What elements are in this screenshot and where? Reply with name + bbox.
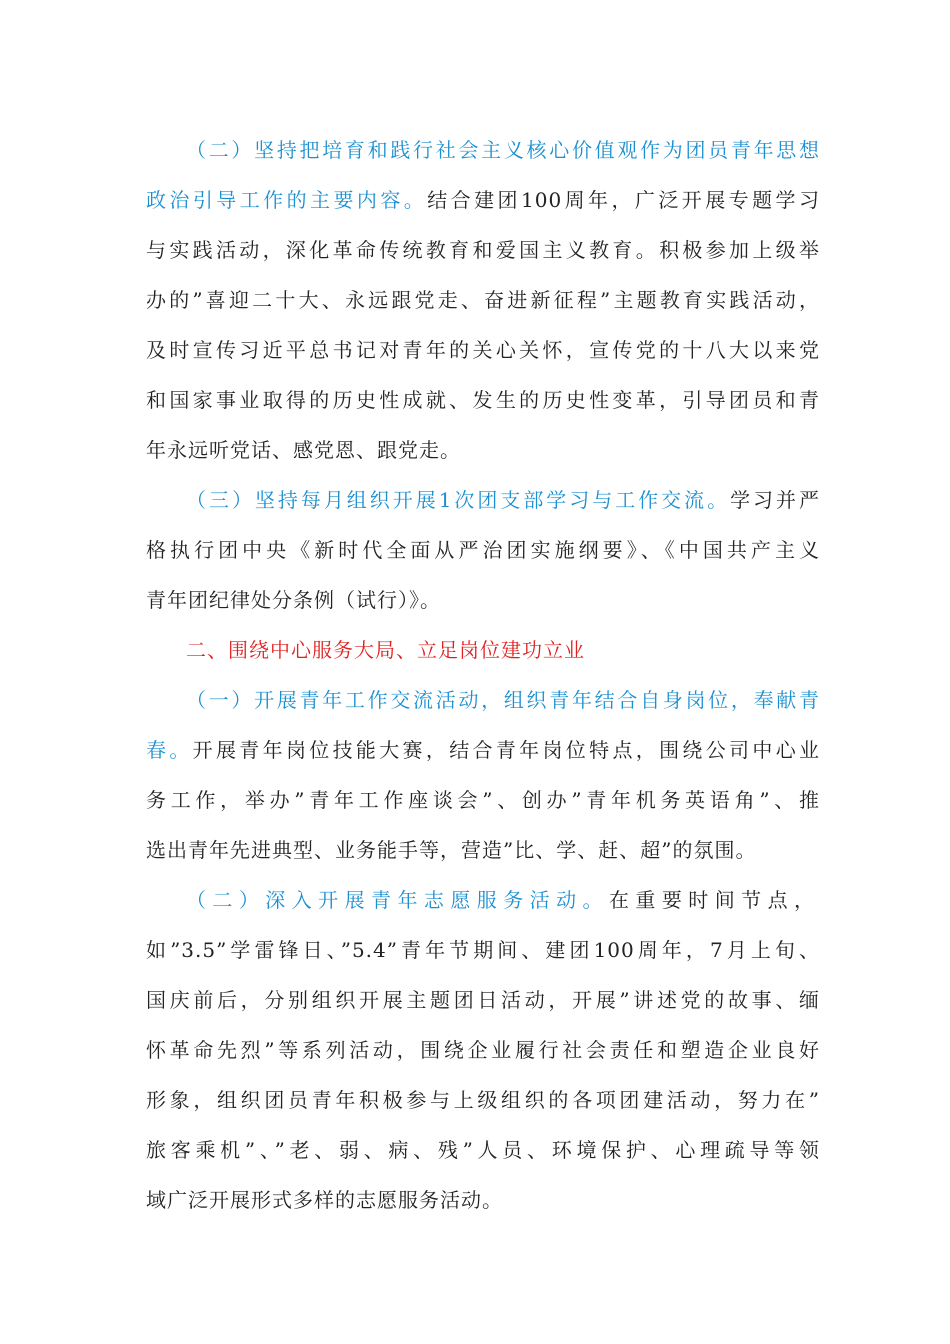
paragraph-1-line-6 [146,385,820,415]
paragraph-4-line-2 [146,735,820,765]
paragraph-1-line-5 [146,335,820,365]
body-text: 年永远听党话、感党恩、跟党走。 [146,438,461,462]
body-text: 结合建团100周年，广泛开展专题学习 [427,188,820,212]
body-text: 及时宣传习近平总书记对青年的关心关怀，宣传党的十八大以来党 [146,338,820,362]
section-heading [186,635,820,665]
paragraph-4-line-4 [146,835,820,865]
paragraph-5-line-4 [146,1035,820,1065]
paragraph-5-line-6 [146,1135,820,1165]
paragraph-1-line-2 [146,185,820,215]
body-text: 务工作，举办”青年工作座谈会”、创办”青年机务英语角”、推 [146,788,820,812]
body-text: 格执行团中央《新时代全面从严治团实施纲要》、《中国共产主义 [146,538,820,562]
paragraph-5-line-1 [186,885,820,915]
paragraph-1-line-7 [146,435,820,465]
paragraph-5-line-7 [146,1185,820,1215]
paragraph-4-line-1 [186,685,820,715]
section-heading-text: 二、围绕中心服务大局、立足岗位建功立业 [186,638,585,662]
body-text: 青年团纪律处分条例（试行）》。 [146,588,441,612]
body-text: 形象，组织团员青年积极参与上级组织的各项团建活动，努力在” [146,1088,820,1112]
paragraph-1-line-4 [146,285,820,315]
body-text: 域广泛开展形式多样的志愿服务活动。 [146,1188,503,1212]
lead-in-text: （二）深入开展青年志愿服务活动。 [186,888,609,912]
body-text: 旅客乘机”、”老、弱、病、残”人员、环境保护、心理疏导等领 [146,1138,820,1162]
body-text: 与实践活动，深化革命传统教育和爱国主义教育。积极参加上级举 [146,238,820,262]
body-text: 和国家事业取得的历史性成就、发生的历史性变革，引导团员和青 [146,388,820,412]
paragraph-1-line-1 [186,135,820,165]
paragraph-5-line-2 [146,935,820,965]
paragraph-1-line-3 [146,235,820,265]
paragraph-2-line-3 [146,585,820,615]
paragraph-4-line-3 [146,785,820,815]
body-text: 在重要时间节点， [608,888,821,912]
body-text: 怀革命先烈”等系列活动，围绕企业履行社会责任和塑造企业良好 [146,1038,820,1062]
paragraph-5-line-3 [146,985,820,1015]
body-text: 选出青年先进典型、业务能手等，营造”比、学、赶、超”的氛围。 [146,838,757,862]
body-text: 开展青年岗位技能大赛，结合青年岗位特点，围绕公司中心业 [192,738,821,762]
paragraph-2-line-2 [146,535,820,565]
body-text: 学习并严 [730,488,820,512]
paragraph-2-line-1 [186,485,820,515]
body-text: 办的”喜迎二十大、永远跟党走、奋进新征程”主题教育实践活动， [146,288,820,312]
lead-in-text: 政治引导工作的主要内容。 [146,188,428,212]
body-text: 如”3.5”学雷锋日、”5.4”青年节期间、建团100周年，7月上旬、 [146,938,820,962]
lead-in-text: （三）坚持每月组织开展1次团支部学习与工作交流。 [186,488,731,512]
lead-in-text: （一）开展青年工作交流活动，组织青年结合自身岗位，奉献青 [186,688,820,712]
lead-in-text: （二）坚持把培育和践行社会主义核心价值观作为团员青年思想 [186,138,820,162]
body-text: 国庆前后，分别组织开展主题团日活动，开展”讲述党的故事、缅 [146,988,820,1012]
lead-in-text: 春。 [146,738,193,762]
paragraph-5-line-5 [146,1085,820,1115]
